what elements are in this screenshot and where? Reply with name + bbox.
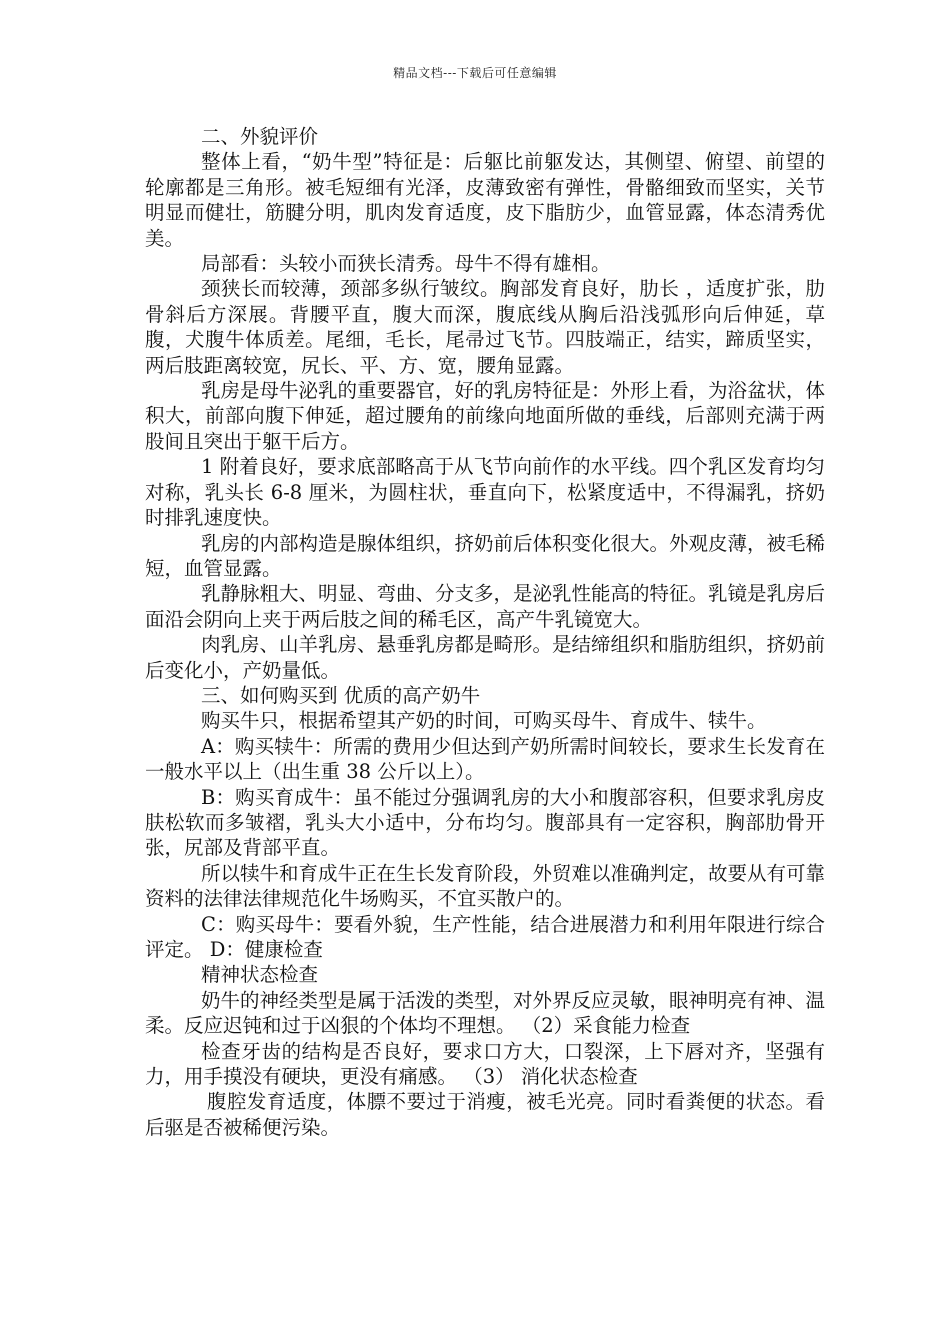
subheading-mental-state: 精神状态检查 (201, 963, 319, 987)
paragraph-malformed: 肉乳房、山羊乳房、悬垂乳房都是畸形。是结缔组织和脂肪组织，挤奶前后变化小，产奶量低。 (145, 633, 826, 682)
paragraph-udder-internal: 乳房的内部构造是腺体组织，挤奶前后体积变化很大。外观皮薄，被毛稀短，血管显露。 (145, 531, 826, 580)
document-body (145, 124, 825, 1140)
paragraph-nervous-type: 奶牛的神经类型是属于活泼的类型，对外界反应灵敏，眼神明亮有神、温柔。反应迟钝和过于凶狠的个体均不理想。 （2）采食能力检查 (145, 988, 826, 1038)
paragraph-attachment: 1 附着良好，要求底部略高于从飞节向前作的水平线。四个乳区发育均匀对称，乳头长 6-8 厘米，为圆柱状，垂直向下，松紧度适中，不得漏乳，挤奶时排乳速度快。 (145, 455, 825, 530)
paragraph-buy-cow: C：购买母牛：要看外貌，生产性能，结合进展潜力和利用年限进行综合评定。 D：健康检查 (145, 912, 825, 961)
paragraph-local: 局部看：头较小而狭长清秀。母牛不得有雄相。 (201, 252, 611, 276)
page-header: 精品文档---下载后可任意编辑 (393, 66, 557, 80)
paragraph-growth-stage: 所以犊牛和育成牛正在生长发育阶段，外贸难以准确判定，故要从有可靠资料的法律法律规范化牛场购买，不宜买散户的。 (145, 861, 826, 911)
paragraph-buying-intro: 购买牛只，根据希望其产奶的时间，可购买母牛、育成牛、犊牛。 (201, 709, 767, 733)
paragraph-buy-heifer: B：购买育成牛：虽不能过分强调乳房的大小和腹部容积，但要求乳房皮肤松软而多皱褶，乳头大小适中，分布均匀。腹部具有一定容积，胸部肋骨开张，尻部及背部平直。 (145, 785, 825, 860)
paragraph-neck: 颈狭长而较薄，颈部多纵行皱纹。胸部发育良好，肋长 ，适度扩张，肋骨斜后方深展。背腰平直，腹大而深，腹底线从胸后沿浅弧形向后伸延，草腹，犬腹牛体质差。尾细，毛长，尾帚过飞节。四肢端正，结实，蹄质坚实，两后肢距离较宽，尻长、平、方、宽，腰角显露。 (145, 277, 825, 377)
paragraph-milk-vein: 乳静脉粗大、明显、弯曲、分支多，是泌乳性能高的特征。乳镜是乳房后面沿会阴向上夹于两后肢之间的稀毛区，高产牛乳镜宽大。 (145, 582, 826, 631)
paragraph-teeth: 检查牙齿的结构是否良好，要求口方大，口裂深，上下唇对齐，坚强有力，用手摸没有硬块，更没有痛感。 （3） 消化状态检查 (145, 1039, 825, 1089)
paragraph-buy-calf: A：购买犊牛：所需的费用少但达到产奶所需时间较长，要求生长发育在一般水平以上（出生重 38 公斤以上）。 (145, 734, 825, 784)
section-heading-appearance: 二、外貌评价 (201, 125, 319, 148)
paragraph-udder: 乳房是母牛泌乳的重要器官，好的乳房特征是：外形上看，为浴盆状，体积大，前部向腹下伸延，超过腰角的前缘向地面所做的垂线，后部则充满于两股间且突出于躯干后方。 (145, 379, 826, 453)
section-heading-buying: 三、如何购买到 优质的高产奶牛 (201, 683, 481, 707)
paragraph-overall: 整体上看，“奶牛型”特征是：后躯比前躯发达，其侧望、俯望、前望的轮廓都是三角形。被毛短细有光泽，皮薄致密有弹性，骨骼细致而坚实，关节明显而健壮，筋腱分明，肌肉发育适度，皮下脂肪少，血管显露，体态清秀优美。 (145, 150, 825, 250)
paragraph-abdomen: 腹腔发育适度，体膘不要过于消瘦，被毛光亮。同时看粪便的状态。看后驱是否被稀便污染。 (145, 1090, 825, 1139)
